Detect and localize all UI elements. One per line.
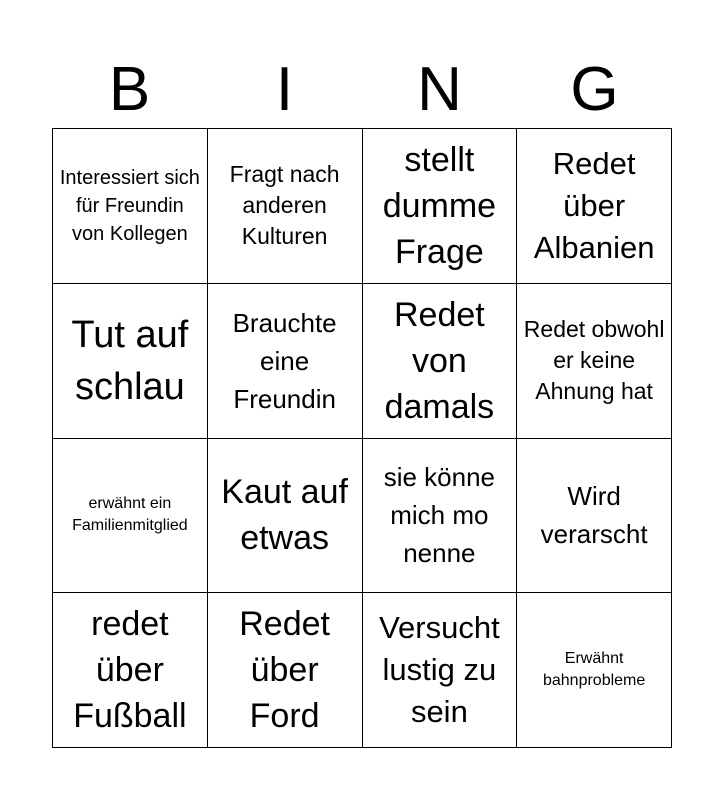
bingo-cell[interactable]: [208, 593, 363, 748]
bingo-cell-text: Fragt nach anderen Kulturen: [229, 161, 340, 250]
bingo-cell[interactable]: [53, 439, 208, 594]
bingo-cell-text: Redet über Ford: [239, 605, 330, 736]
bingo-cell[interactable]: [208, 439, 363, 594]
bingo-cell[interactable]: [363, 284, 518, 439]
bingo-cell[interactable]: [53, 593, 208, 748]
bingo-cell-text: redet über Fußball: [73, 605, 187, 736]
bingo-cell-text: Brauchte eine Freundin: [232, 307, 337, 414]
bingo-cell[interactable]: [53, 129, 208, 284]
bingo-cell[interactable]: [363, 129, 518, 284]
bingo-cell[interactable]: [208, 129, 363, 284]
bingo-cell[interactable]: [517, 439, 672, 594]
bingo-cell-text: Redet von damals: [384, 295, 495, 426]
bingo-cell-text: Versucht lustig zu sein: [379, 610, 500, 730]
header-letter-n: N: [417, 55, 462, 124]
bingo-cell[interactable]: [363, 439, 518, 594]
bingo-cell-text: Redet obwohl er keine Ahnung hat: [523, 316, 665, 405]
bingo-grid: [52, 128, 672, 748]
bingo-cell-text: Redet über Albanien: [533, 145, 655, 265]
bingo-cell[interactable]: [517, 593, 672, 748]
bingo-header: [52, 52, 672, 128]
bingo-cell-text: erwähnt ein Familienmitglied: [72, 495, 188, 535]
header-letter-i: I: [275, 55, 294, 124]
bingo-cell-text: stellt dumme Frage: [382, 140, 497, 271]
header-letter-b: B: [108, 55, 151, 124]
bingo-cell-text: Erwähnt bahnprobleme: [542, 650, 646, 690]
bingo-cell[interactable]: [363, 593, 518, 748]
bingo-cell-text: Wird verarscht: [540, 481, 648, 550]
bingo-cell[interactable]: [208, 284, 363, 439]
header-letter-g: G: [570, 55, 619, 124]
bingo-cell-text: sie könne mich mo nenne: [383, 462, 496, 569]
bingo-cell[interactable]: [53, 284, 208, 439]
bingo-cell-text: Interessiert sich für Freundin von Kollegen: [59, 166, 200, 245]
bingo-cell-text: Tut auf schlau: [71, 313, 189, 408]
bingo-cell[interactable]: [517, 284, 672, 439]
bingo-cell-text: Kaut auf etwas: [221, 473, 348, 558]
bingo-cell[interactable]: [517, 129, 672, 284]
